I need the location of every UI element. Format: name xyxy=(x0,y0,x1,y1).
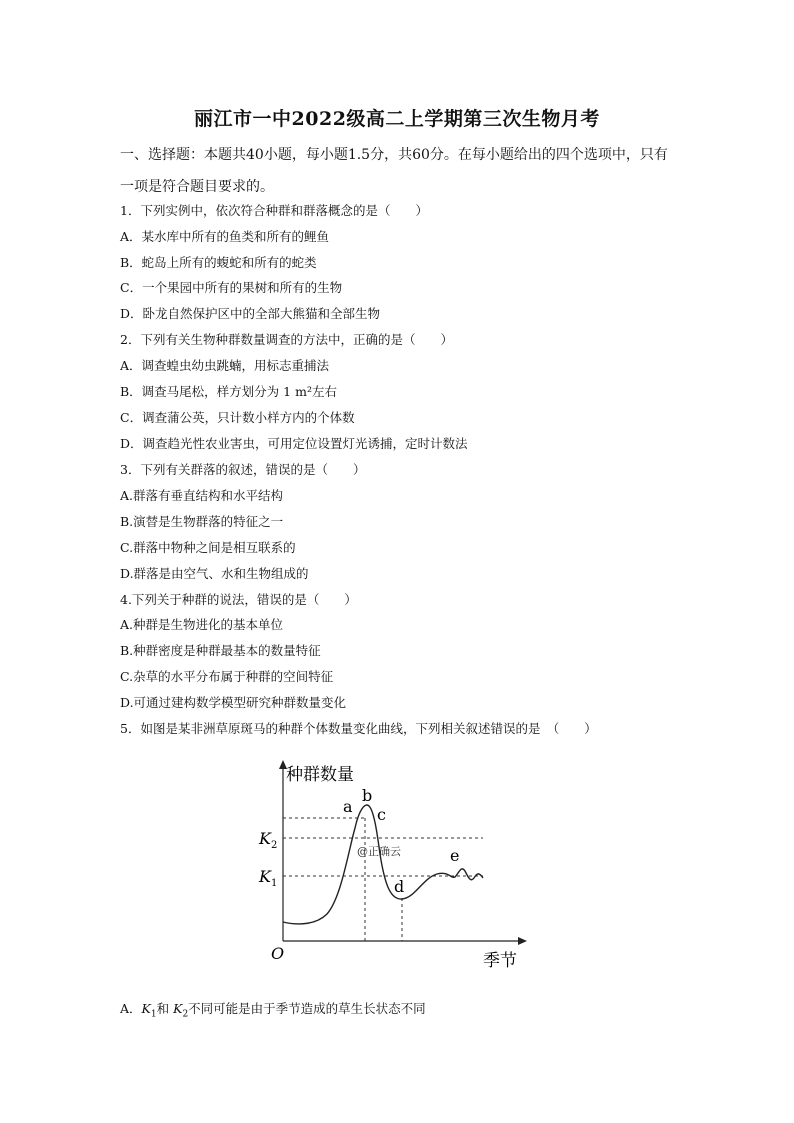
question-2-stem: 2．下列有关生物种群数量调查的方法中，正确的是（ ） xyxy=(120,332,453,347)
question-3-stem: 3．下列有关群落的叙述，错误的是（ ） xyxy=(120,462,366,477)
option-a-k2-subscript: 2 xyxy=(182,1009,189,1020)
k2-label: K xyxy=(259,829,271,848)
question-3-option-c: C.群落中物种之间是相互联系的 xyxy=(120,540,296,555)
option-a-k2: K xyxy=(173,1001,183,1016)
question-2-option-d: D．调查趋光性农业害虫，可用定位设置灯光诱捕，定时计数法 xyxy=(120,436,468,451)
question-4-option-a: A.种群是生物进化的基本单位 xyxy=(120,617,284,632)
watermark: @正确云 xyxy=(357,845,401,858)
question-3-option-b: B.演替是生物群落的特征之一 xyxy=(120,514,284,529)
question-1-stem: 1．下列实例中，依次符合种群和群落概念的是（ ） xyxy=(120,203,428,218)
section-intro-line-2: 一项是符合题目要求的。 xyxy=(120,179,274,195)
point-d-label: d xyxy=(394,877,405,896)
question-2-option-c: C．调查蒲公英，只计数小样方内的个体数 xyxy=(120,410,355,425)
question-1-option-a: A．某水库中所有的鱼类和所有的鲤鱼 xyxy=(120,229,330,244)
question-1-option-d: D．卧龙自然保护区中的全部大熊猫和全部生物 xyxy=(120,306,381,321)
y-axis-label: 种群数量 xyxy=(286,765,354,785)
question-4-option-d: D.可通过建构数学模型研究种群数量变化 xyxy=(120,695,347,710)
k2-subscript: 2 xyxy=(271,840,278,851)
option-a-k1: K xyxy=(141,1001,151,1016)
option-a-prefix: A． xyxy=(120,1001,142,1016)
population-curve-figure xyxy=(255,758,535,978)
x-axis-arrow xyxy=(518,937,527,945)
option-a-conjunction: 和 xyxy=(156,1001,174,1016)
question-5-stem: 5．如图是某非洲草原斑马的种群个体数量变化曲线，下列相关叙述错误的是 （ ） xyxy=(120,721,597,736)
origin-label: O xyxy=(271,944,285,963)
x-axis-label: 季节 xyxy=(483,951,517,971)
point-c-label: c xyxy=(377,805,386,824)
option-a-k1-subscript: 1 xyxy=(150,1009,157,1020)
question-1-option-c: C．一个果园中所有的果树和所有的生物 xyxy=(120,280,343,295)
section-intro-line-1: 一、选择题：本题共40小题，每小题1.5分，共60分。在每小题给出的四个选项中，只有 xyxy=(120,147,668,163)
point-e-label: e xyxy=(450,846,460,865)
page-title: 丽江市一中2022级高二上学期第三次生物月考 xyxy=(194,108,600,130)
option-a-text: 不同可能是由于季节造成的草生长状态不同 xyxy=(188,1001,426,1016)
question-4-option-c: C.杂草的水平分布属于种群的空间特征 xyxy=(120,669,334,684)
point-b-label: b xyxy=(362,786,373,805)
question-3-option-a: A.群落有垂直结构和水平结构 xyxy=(120,488,284,503)
point-a-label: a xyxy=(343,797,353,816)
question-5-option-a xyxy=(120,1001,426,1023)
question-4-option-b: B.种群密度是种群最基本的数量特征 xyxy=(120,643,321,658)
question-3-option-d: D.群落是由空气、水和生物组成的 xyxy=(120,566,309,581)
k1-subscript: 1 xyxy=(271,878,278,889)
question-4-stem: 4.下列关于种群的说法，错误的是（ ） xyxy=(120,592,357,607)
question-2-option-b: B．调查马尾松，样方划分为 1 m²左右 xyxy=(120,384,337,399)
question-2-option-a: A．调查蝗虫幼虫跳蝻，用标志重捕法 xyxy=(120,358,330,373)
k1-label: K xyxy=(259,867,271,886)
question-1-option-b: B．蛇岛上所有的蝮蛇和所有的蛇类 xyxy=(120,255,317,270)
